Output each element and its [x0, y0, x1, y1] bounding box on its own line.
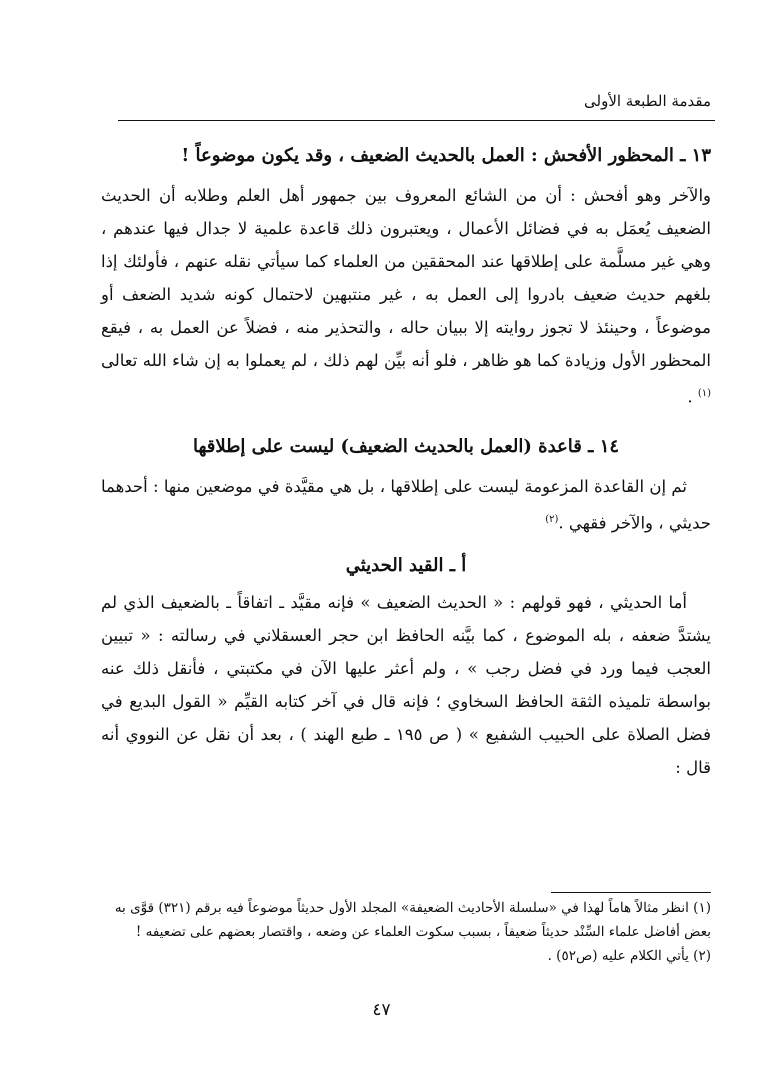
section-14-paragraph: [101, 470, 711, 540]
footnote-rule: [551, 892, 711, 893]
section-14-text: ثم إن القاعدة المزعومة ليست على إطلاقها ، بل هي مقيَّدة في موضعين منها : أحدهما حديثي ، والآخر فقهي .: [101, 476, 711, 532]
main-text: [101, 141, 711, 784]
section-14-heading: ١٤ ـ قاعدة (العمل بالحديث الضعيف) ليست على إطلاقها: [192, 435, 620, 457]
subsection-a-heading: أ ـ القيد الحديثي: [345, 555, 467, 576]
header-rule: [118, 120, 715, 121]
footnote-1: (١) انظر مثالاً هاماً لهذا في «سلسلة الأحاديث الضعيفة» المجلد الأول حديثاً موضوعاً فيه برقم (٣٢١) قوَّى به بعض أفاضل علماء السِّنْد حديثاً ضعيفاً ، بسبب سكوت العلماء عن وضعه ، واقتصار بعضهم على تضعيفه !: [114, 900, 711, 940]
running-header: مقدمة الطبعة الأولى: [584, 92, 711, 110]
subsection-a-paragraph: أما الحديثي ، فهو قولهم : « الحديث الضعيف » فإنه مقيَّد ـ اتفاقاً ـ بالضعيف الذي لم يشتدَّ ضعفه ، بله الموضوع ، كما بيَّنه الحافظ ابن حجر العسقلاني في رسالته : « تبيين العجب فيما ورد في فضل رجب » ، ولم أعثر عليها الآن في مكتبتي ، فأنقل ذلك عنه بواسطة تلميذه الثقة الحافظ السخاوي ؛ فإنه قال في آخر كتابه القيِّم « القول البديع في فضل الصلاة على الحبيب الشفيع » ( ص ١٩٥ ـ طبع الهند ) ، بعد أن نقل عن النووي أنه قال :: [101, 593, 711, 777]
footnote-ref-2: (٢): [545, 513, 559, 525]
footnotes: [101, 896, 711, 968]
section-13-heading: ١٣ ـ المحظور الأفحش : العمل بالحديث الضعيف ، وقد يكون موضوعاً !: [181, 145, 711, 166]
page-number: ٤٧: [372, 1000, 391, 1020]
section-13-text: والآخر وهو أفحش : أن من الشائع المعروف بين جمهور أهل العلم وطلابه أن الحديث الضعيف يُعمَل به في فضائل الأعمال ، ويعتبرون ذلك قاعدة علمية لا جدال فيها عندهم ، وهي غير مسلَّمة على إطلاقها عند المحققين من العلماء كما سيأتي نقله عنهم ، فأولئك إذا بلغهم حديث ضعيف بادروا إلى العمل به ، غير منتبهين لاحتمال كونه شديد الضعف أو موضوعاً ، وحينئذ لا تجوز روايته إلا ببيان حاله ، والتحذير منه ، فضلاً عن العمل به ، فيقع المحظور الأول وزيادة كما هو ظاهر ، فلو أنه بيِّن لهم ذلك ، لم يعملوا به إن شاء الله تعالى: [101, 186, 711, 370]
section-13-end: .: [687, 387, 698, 407]
section-13-paragraph: [101, 179, 711, 414]
footnote-2: (٢) يأتي الكلام عليه (ص٥٢) .: [547, 948, 711, 964]
footnote-ref-1: (١): [697, 388, 711, 399]
